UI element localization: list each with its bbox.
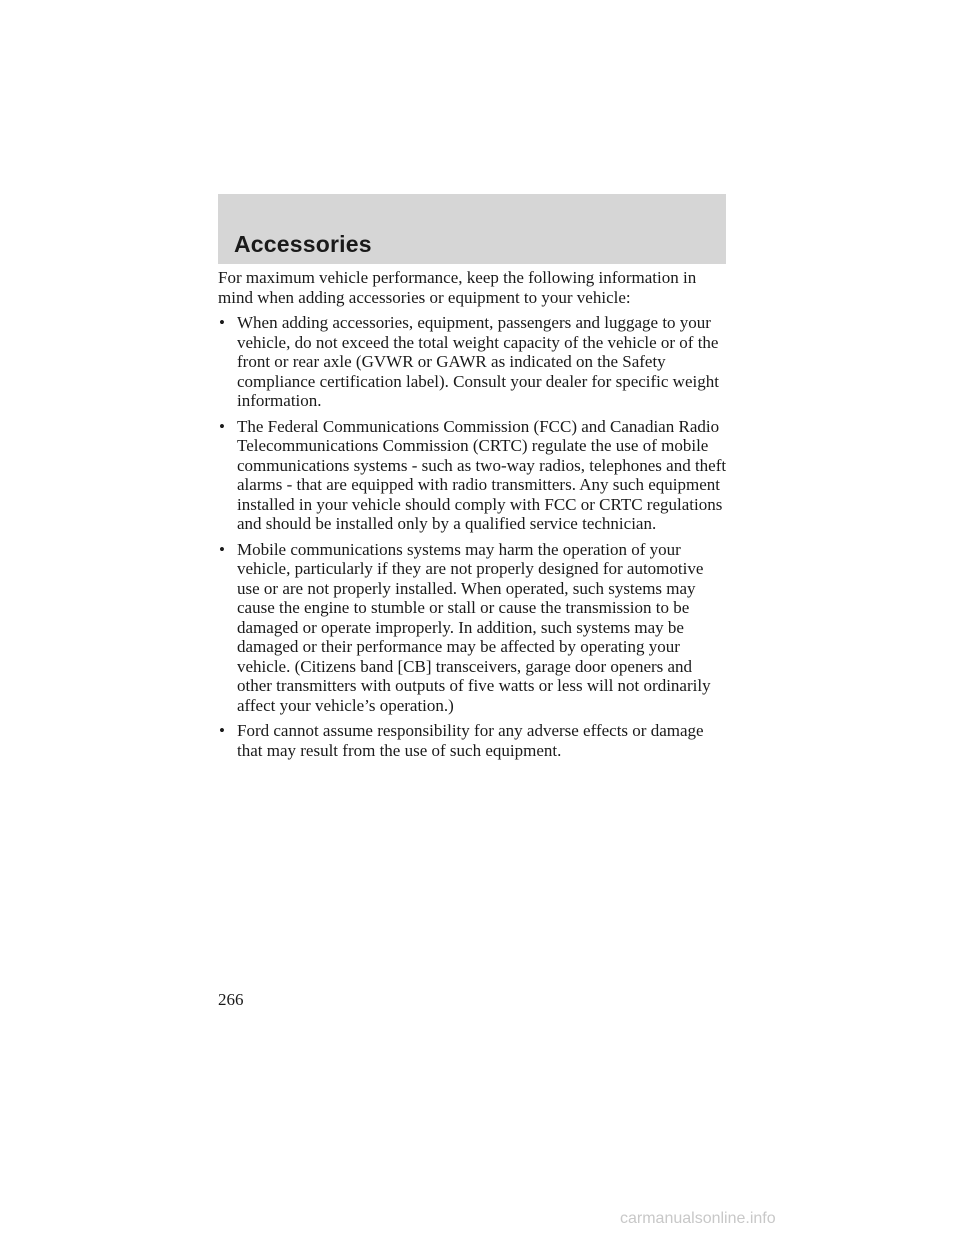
bullet-list — [218, 313, 728, 760]
list-item-text: Ford cannot assume responsibility for any adverse effects or damage that may result from the use of such equipment. — [237, 721, 704, 760]
bullet-icon: • — [219, 416, 225, 436]
list-item-text: The Federal Communications Commission (FCC) and Canadian Radio Telecommunications Commission (CRTC) regulate the use of mobile communications systems - such as two-way radios, telephones and theft alarms - that are equipped with radio transmitters. Any such equipment installed in your vehicle should comply with FCC or CRTC regulations and should be installed only by a qualified service technician. — [237, 416, 727, 533]
list-item — [218, 540, 728, 716]
watermark-text: carmanualsonline.info — [620, 1210, 776, 1227]
intro-paragraph: For maximum vehicle performance, keep the following information in mind when adding accessories or equipment to your vehicle: — [218, 268, 697, 307]
section-title: Accessories — [234, 231, 372, 257]
list-item — [218, 417, 728, 534]
bullet-icon: • — [219, 539, 225, 559]
list-item — [218, 313, 728, 411]
list-item-text: Mobile communications systems may harm the operation of your vehicle, particularly if they are not properly designed for automotive use or are not properly installed. When operated, such systems may cause the engine to stumble or stall or cause the transmission to be damaged or operate improperly. In addition, such systems may be damaged or their performance may be affected by operating your vehicle. (Citizens band [CB] transceivers, garage door openers and other transmitters with outputs of five watts or less will not ordinarily affect your vehicle’s operation.) — [237, 539, 711, 715]
list-item-text: When adding accessories, equipment, passengers and luggage to your vehicle, do not exceed the total weight capacity of the vehicle or of the front or rear axle (GVWR or GAWR as indicated on the Safety compliance certification label). Consult your dealer for specific weight information. — [237, 313, 719, 410]
list-item — [218, 721, 728, 760]
section-header-band — [218, 194, 726, 264]
page-content — [218, 268, 728, 766]
page-number: 266 — [218, 990, 244, 1009]
bullet-icon: • — [219, 313, 225, 332]
bullet-icon: • — [219, 721, 225, 740]
